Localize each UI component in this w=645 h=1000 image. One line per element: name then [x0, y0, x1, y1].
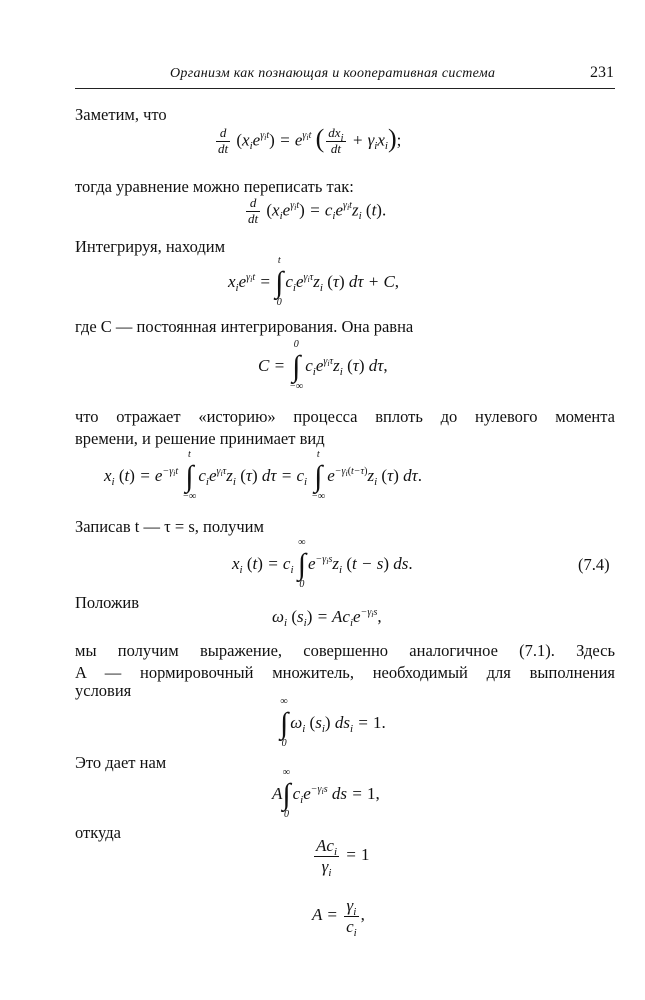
equation-7-4: $x_i$ $(t) = c_i$ ∞ ∫ 0 $e^{-\gamma_is}z_i$ (t − s) ds. [232, 537, 413, 590]
paragraph-3: Интегрируя, находим [75, 237, 226, 256]
paragraph-4: где C — постоянная интегрирования. Она равна [75, 317, 414, 336]
equation-derivative: $\frac{d}{dt}$ $(x_ie^{\gamma_it}) = e^{\gamma_it}$ ( $\frac{dx_i}{dt}$ + $\gamma_ix_i$); [218, 124, 402, 156]
running-header: Организм как познающая и кооперативная система [170, 66, 496, 81]
paragraph-2: тогда уравнение можно переписать так: [75, 177, 354, 196]
paragraph-7: Положив [75, 593, 140, 612]
equation-A: A = $\frac{\gamma_i}{c_i}$ , [312, 896, 365, 939]
equation-normalization: ∞ ∫ 0 $\omega_i$ $(s_i) ds_i = 1$. [280, 696, 386, 749]
paragraph-5b: времени, и решение принимает вид [75, 429, 325, 448]
paragraph-1: Заметим, что [75, 105, 167, 124]
paragraph-8b: A — нормировочный множитель, необходимый для выполнения [75, 663, 615, 682]
paragraph-8a: мы получим выражение, совершенно аналогичное (7.1). Здесь [75, 641, 615, 660]
paragraph-9: Это дает нам [75, 753, 167, 772]
page-number: 231 [590, 64, 614, 81]
equation-integral-one: A ∞ ∫ 0 $c_ie^{-\gamma_is}$ ds = 1, [272, 767, 380, 820]
paragraph-5a: что отражает «историю» процесса вплоть до нулевого момента [75, 407, 615, 426]
equation-constant: C = 0 ∫ −∞ $c_ie^{\gamma_i\tau}z_i$ (τ) dτ, [258, 339, 388, 392]
equation-ratio: $\frac{Ac_i}{\gamma_i}$ = 1 [316, 836, 370, 879]
equation-integral-solution: $x_ie^{\gamma_it}$ = t ∫ 0 $c_ie^{\gamma_i\tau}z_i$ (τ) dτ + C, [228, 255, 400, 308]
paragraph-6: Записав t — τ = s, получим [75, 517, 264, 536]
paragraph-10: откуда [75, 823, 121, 842]
equation-solution: $x_i$ $(t) = e^{-\gamma_it}$ t ∫ −∞ $c_ie^{\gamma_i\tau}z_i$ (τ) $d\tau = c_i$ t ∫ −∞ $e^{-\gamma_i(t-\tau)}z_i$ (τ) dτ. [104, 449, 422, 502]
paragraph-8c: условия [75, 681, 132, 700]
header-rule [75, 88, 615, 89]
equation-number: (7.4) [578, 555, 610, 574]
equation-omega: $\omega_i$ $(s_i) = Ac_ie^{-\gamma_is}$, [272, 607, 382, 629]
equation-rewritten: $\frac{d}{dt}$ $(x_ie^{\gamma_it}) = c_ie^{\gamma_it}z_i$ (t). [248, 195, 387, 226]
